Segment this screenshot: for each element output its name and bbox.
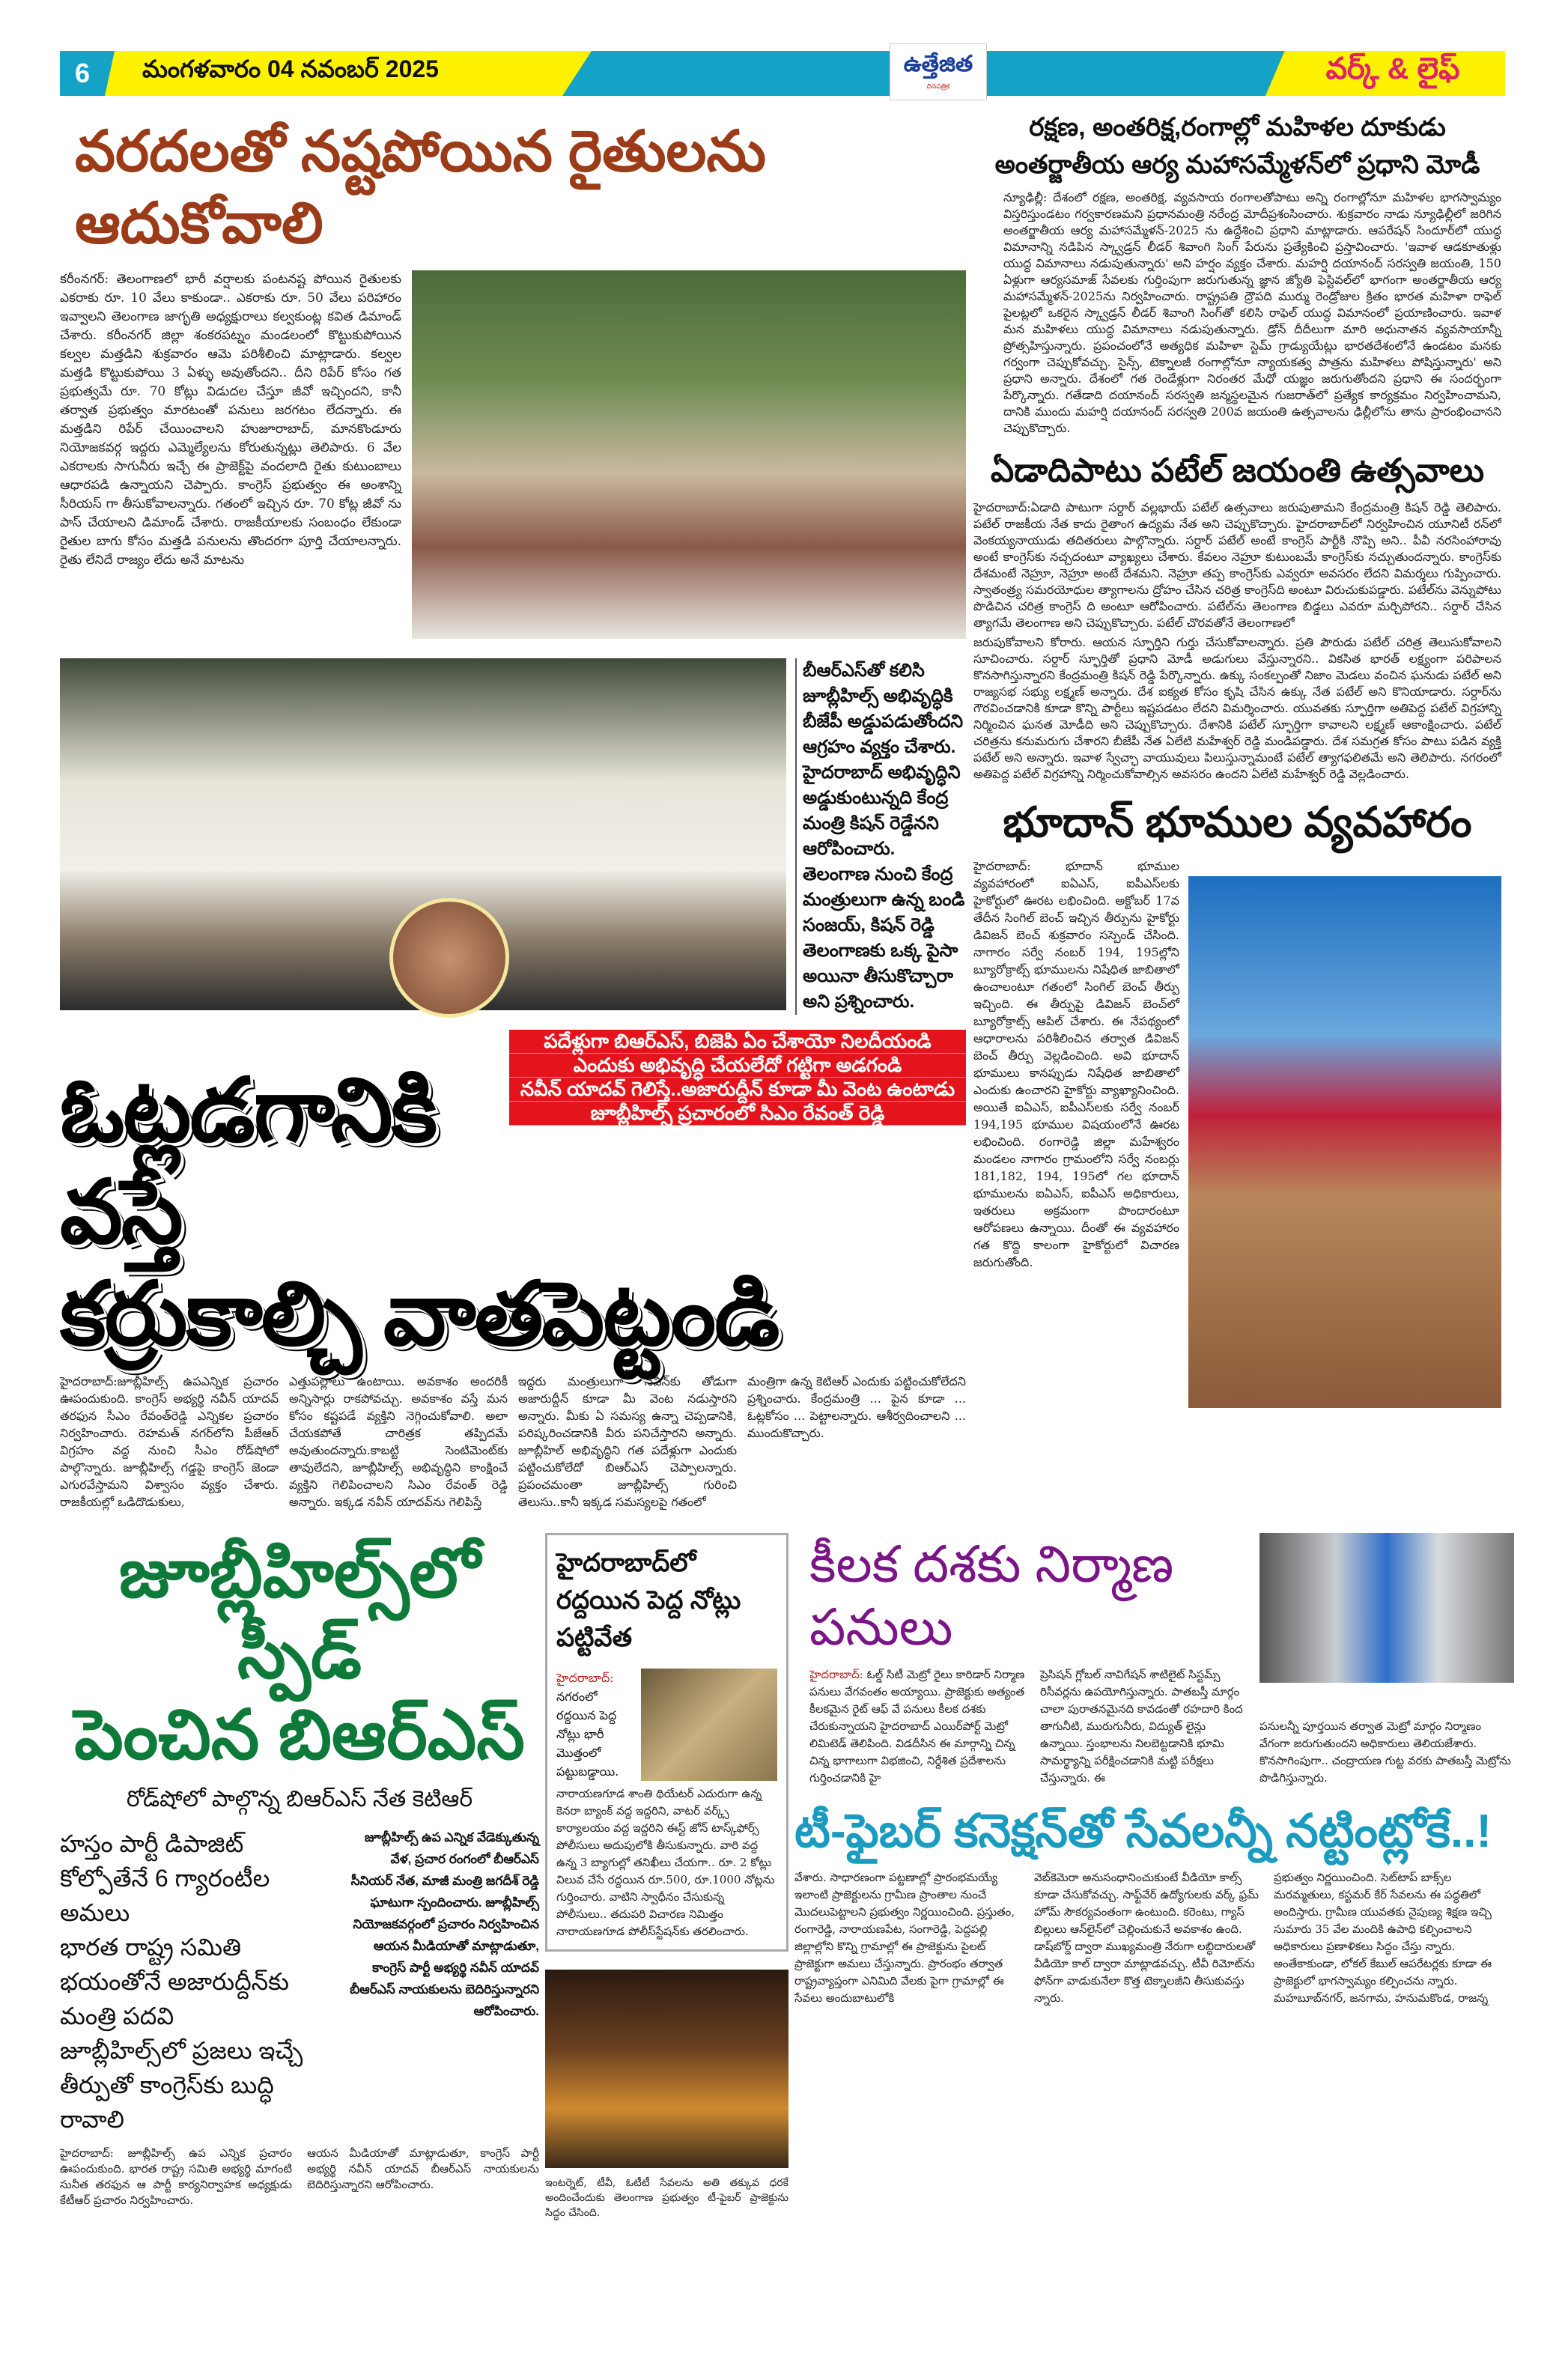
modi-body: న్యూఢిల్లీ: దేశంలో రక్షణ, అంతరిక్ష, వ్యవసాయ రంగాలతోపాటు అన్ని రంగాల్లోనూ మహిళల భాగస్వామ్యం విస్తరిస్తుండటం గర్వకారణమని ప్రధానమంత్రి నరేంద్ర మోదీప్రశంసించారు. శుక్రవారం నాడు న్యూఢిల్లీలో జరిగిన అంతర్జాతీయ ఆర్య మహాసమ్మేళన్-2025 ను ఉద్దేశించి ప్రధాని మాట్లాడారు. ఆపరేషన్ సిందూర్‌లో యుద్ధ విమానాన్ని నడిపిన స్క్వాడ్రన్ లీడర్ శివాంగి సింగ్ పేరును ప్రత్యేకించి ప్రస్తావించారు. 'ఇవాళ ఆడకూతుళ్లు యుద్ధ విమానాలు నడుపుతున్నారు' అని హర్షం వ్యక్తం చేశారు. మహర్షి దయానంద్ సరస్వతి జయంతి, 150 ఏళ్లుగా ఆర్యసమాజ్ సేవలకు గుర్తింపుగా జరుగుతున్న జ్ఞాన జ్యోతి ఫెస్టివల్‌లో భాగంగా అంతర్జాతీయ ఆర్య మహాసమ్మేళన్-2025ను నిర్వహించారు. రాష్ట్రపతి ద్రౌపది ముర్ము రెండ్రోజుల క్రితం భారత మహిళా రాఫెల్ పైలట్లలో ఒకరైన స్క్వాడ్రన్ లీడర్ శివాంగి సింగ్‌తో కలిసి రాఫెల్ యుద్ధ విమానంలో ప్రయాణించారు. ఇవాళ మన మహిళలు యుద్ధ విమానాలు నడుపుతున్నారు. డ్రోన్ దీదీలుగా మారి అధునాతన వ్యవసాయాన్నీ ప్రోత్సహిస్తున్నారు. ప్రపంచంలోనే అత్యధిక మహిళా స్టెమ్ గ్రాడ్యుయేట్లు భారతదేశంలోనే ఉండటం మనకు గర్వంగా చెప్పుకోవచ్చు. సైన్స్, టెక్నాలజీ రంగాల్లోనూ న్యాయకత్వ పాత్రను మహిళలు పోషిస్తున్నారు' అని ప్రధాని అన్నారు. దేశంలో గత రెండేళ్లుగా నిరంతర మేధో యజ్ఞం జరుగుతోందని ప్రధాని ఈ సందర్భంగా పేర్కొన్నారు. గతేడాది దయానంద్ సరస్వతి జన్మస్థలమైన గుజరాత్‌లో ప్రత్యేక కార్యక్రమం నిర్వహించామని, దానికి ముందు మహర్షి దయానంద్ సరస్వతి 200వ జయంతి ఉత్సవాలను ఢిల్లీలోను తాను ప్రారంభించానని చెప్పుకొచ్చారు. xyxy=(1003,190,1501,435)
brs-body-1: హైదరాబాద్: జూబ్లీహిల్స్ ఉప ఎన్నిక ప్రచారం ఊపందుకుంది. భారత రాష్ట్ర సమితి అభ్యర్థి మాగంటి సునీత తరఫున ఆ పార్టీ కార్యనిర్వాహక అధ్యక్షుడు కేటీఆర్ ప్రచారం నిర్వహించారు. xyxy=(60,2146,292,2207)
section-title: వర్క్ & లైఫ్ xyxy=(1325,52,1460,85)
patel-body-1: హైదరాబాద్:ఏడాది పాటుగా సర్దార్ వల్లభాయ్ పటేల్ ఉత్సవాలు జరుపుతామని కేంద్రమంత్రి కిషన్ రెడ్డి తెలిపారు. పటేల్ రాజకీయ నేత కాదు రైతాంగ ఉద్యమ నేత అని చెప్పుకొచ్చారు. హైదరాబాద్‌లో నిర్వహించిన యూనిటీ రన్‌లో వెంకయ్యనాయుడు తదితరులు పాల్గొన్నారు. సర్దార్ పటేల్ అంటే కాంగ్రెస్ పార్టీకి నొప్పి అని.. పీవీ నరసింహారావు అంటే కాంగ్రెస్‌కు నచ్చదంటూ వ్యాఖ్యలు చేశారు. కేవలం నెహ్రూ కుటుంబమే కాంగ్రెస్‌కు నచ్చుతుందన్నారు. కాంగ్రెస్‌కు దేశమంటే నెహ్రూ, నెహ్రూ అంటే దేశమని. నెహ్రూ తప్ప కాంగ్రెస్‌కు ఎవ్వరూ అవసరం లేదని విమర్శలు గుప్పించారు. స్వాతంత్ర్య సమరయోధుల త్యాగాలను ద్రోహం చేసిన చరిత్ర కాంగ్రెస్‌ది అంటూ విరుచుకుపడ్డారు. పటేల్‌ను వెన్నుపోటు పొడిచిన చరిత్ర కాంగ్రెస్ ది అంటూ ఆరోపించారు. పటేల్‌ను తెలంగాణ బిడ్డలు ఎవరూ మర్చిపోరని.. సర్దార్ చేసిన త్యాగమే తెలంగాణ అని చెప్పుకొచ్చారు. పటేల్ చొరవతోనే తెలంగాణలో xyxy=(973,500,1501,630)
metro-body-2: ప్రెసిషన్ గ్లోబల్ నావిగేషన్ శాటిలైట్ సిస్టమ్స్ రిసీవర్లను ఉపయోగిస్తున్నారు. పాతబస్తీ మార్గం చాలా పురాతనమైనది కావడంతో రహదారి కింద తాగునీటి, మురుగునీరు, విద్యుత్ లైన్లు ఉన్నాయి. స్తంభాలను నిలబెట్టడానికి భూమి సామర్థ్యాన్ని పరీక్షించడానికి మట్టి పరీక్షలు చేస్తున్నారు. ఈ xyxy=(1040,1668,1243,1785)
notes-dateline: హైదరాబాద్: xyxy=(556,1671,614,1685)
newspaper-logo xyxy=(890,43,987,100)
logo-text: ఉత్తేజిత xyxy=(903,52,973,76)
metro-headline: కీలక దశకు నిర్మాణ పనులు xyxy=(809,1536,1174,1656)
red-line-1: పదేళ్లుగా బిఆర్ఎస్, బిజెపి ఏం చేశాయో నిలదీయండి xyxy=(509,1030,966,1054)
bottom-band xyxy=(60,1533,1511,2220)
notes-box xyxy=(545,1533,788,1952)
metro-body-1-text: ఓల్డ్ సిటీ మెట్రో రైలు కారిడార్ నిర్మాణ పనులు వేగవంతం అయ్యాయి. ప్రాజెక్టుకు అత్యంత కీలకమైన రైట్ ఆఫ్ వే పనులు కీలక దశకు చేరుకున్నాయని హైదరాబాద్ ఎయిర్‌పోర్ట్ మెట్రో లిమిటెడ్ తెలిపింది. విడదీసిన ఈ మార్గాన్ని చిన్న చిన్న భాగాలుగా విభజించి, నిర్దేశిత ప్రదేశాలను గుర్తించడానికి హై xyxy=(809,1668,1025,1785)
farmers-headline: వరదలతో నష్టపోయిన రైతులను ఆదుకోవాలి xyxy=(75,120,767,255)
brs-deck-2: భారత రాష్ట్ర సమితి భయంతోనే అజారుద్దీన్‌కు మంత్రి పదవి xyxy=(60,1934,289,2029)
tfiber-body-3: ప్రభుత్వం నిర్ణయించింది. సెట్‌టాప్ బాక్స్‌ల మరమ్మతులు, కస్టమర్ కేర్ సేవలను ఈ పద్ధతిలో అందిస్తారు. గ్రామీణ యువతకు నైపుణ్య శిక్షణ ఇచ్చి సుమారు 35 వేల మందికి ఉపాధి కల్పించాలని అధికారులు ప్రణాళికలు సిద్ధం చేస్తు న్నారు. అంతేకాకుండా, లోకల్ కేబుల్ ఆపరేటర్లకు కూడా ఈ ప్రాజెక్టులో భాగస్వామ్యం కల్పించను న్నారు. మహబూబ్‌నగర్, జనగామ, హనుమకొండ, రాజన్న xyxy=(1274,1871,1492,2005)
brs-deck-3: జూబ్లీహిల్స్‌లో ప్రజలు ఇచ్చే తీర్పుతో కాంగ్రెస్‌కు బుద్ధి రావాలి xyxy=(60,2037,303,2133)
page-number: 6 xyxy=(74,58,91,88)
cm-body-col-1: హైదరాబాద్:జూబ్లీహిల్స్ ఉపఎన్నిక ప్రచారం ఊపందుకుంది. కాంగ్రెస్ అభ్యర్థి నవీన్ యాదవ్ తరఫున సీఎం రేవంత్‌రెడ్డి ఎన్నికల ప్రచారం నిర్వహించారు. రెహమత్ నగర్‌లోని పీజేఆర్ విగ్రహం వద్ద నుంచి సీఎం రోడ్‌షోలో పాల్గొన్నారు. జూబ్లీహిల్స్ గడ్డపై కాంగ్రెస్ జెండా ఎగురవేస్తామని విశ్వాసం వ్యక్తం చేశారు. రాజకీయల్లో ఒడిదొడుకులు, xyxy=(60,1374,279,1509)
farmers-body: కరీంనగర్: తెలంగాణలో భారీ వర్షాలకు పంటనష్ట పోయిన రైతులకు ఎకరాకు రూ. 10 వేలు కాకుండా.. ఎకరాకు రూ. 50 వేలు పరిహారం ఇవ్వాలని తెలంగాణ జాగృతి అధ్యక్షురాలు కల్వకుంట్ల కవిత డిమాండ్ చేశారు. కరీంనగర్ జిల్లా శంకరపట్నం మండలంలో కొట్టుకుపోయిన కల్వల మత్తడిని శుక్రవారం ఆమె పరిశీలించి మాట్లాడారు. కల్వల మత్తడి కొట్టుకుపోయి 3 ఏళ్ళు అవుతోందని.. దీని రిపేర్ కోసం గత ప్రభుత్వమే రూ. 70 కోట్లు విడుదల చేస్తూ జీవో ఇచ్చిందని, కానీ తర్వాత ప్రభుత్వం మారటంతో పనులు జరగటం లేదన్నారు. ఈ మత్తడిని రిపేర్ చేయించాలని హుజూరాబాద్, మానకొండూరు నియోజకవర్గ ఇద్దరు ఎమ్మెల్యేలను కోరుతున్నట్లు తెలిపారు. 6 వేల ఎకరాలకు సాగునీరు ఇచ్చే ఈ ప్రాజెక్ట్‌పై వందలాది రైతు కుటుంబాలు ఆధారపడి ఉన్నాయని చెప్పారు. కాంగ్రెస్ ప్రభుత్వం ఈ అంశాన్ని సీరియస్ గా తీసుకోవాలన్నారు. గతంలో ఇచ్చిన రూ. 70 కోట్ల జీవో ను పాస్ చేయాలని డిమాండ్ చేశారు. రాజకీయాలకు సంబంధం లేకుండా రైతుల బాగు కోసం మత్తడి పనులను తొందరగా పూర్తి చేయాలన్నారు. రైతు లేనిదే రాజ్యం లేదు అనే మాటను xyxy=(60,272,401,568)
metro-article xyxy=(794,1533,1511,1787)
metro-train-photo xyxy=(1259,1533,1514,1683)
modi-headline-2: అంతర్జాతీయ ఆర్య మహాసమ్మేళన్‌లో ప్రధాని మోడీ xyxy=(994,151,1480,179)
patel-headline: ఏడాదిపాటు పటేల్ జయంతి ఉత్సవాలు xyxy=(990,452,1485,489)
cm-body-col-4: మంత్రిగా ఉన్న కెటిఆర్ ఎందుకు పట్టించుకోలేదని ప్రశ్నించారు. కేంద్రమంత్రి ... పైన కూడా ... ఓట్లకోసం ... పెట్టాలన్నారు. ఆశీర్వదించాలని ... ముందుకొచ్చారు. xyxy=(747,1374,966,1440)
high-court-photo xyxy=(1188,876,1501,1408)
right-column xyxy=(973,109,1501,1408)
modi-headline-1: రక్షణ, అంతరిక్ష,రంగాల్లో మహిళల దూకుడు xyxy=(1029,113,1446,142)
currency-notes-photo xyxy=(641,1669,777,1781)
page-content xyxy=(60,109,1511,2220)
cm-rally-photo xyxy=(60,658,786,1010)
bhoodan-headline: భూదాన్ భూముల వ్యవహారం xyxy=(1003,798,1472,845)
notes-headline: హైదరాబాద్‌లో రద్దయిన పెద్ద నోట్లు పట్టివేత xyxy=(556,1549,741,1652)
cm-portrait-inset xyxy=(389,898,509,1018)
tfiber-body-0: ఇంటర్నెట్, టీవీ, ఓటీటీ సేవలను అతి తక్కువ ధరకే అందించేందుకు తెలంగాణ ప్రభుత్వం టీ-ఫైబర్ ప్రాజెక్టును సిద్ధం చేసింది. xyxy=(545,2177,788,2219)
brs-subhead: రోడ్‌షోలో పాల్గొన్న బిఆర్ఎస్ నేత కెటిఆర్ xyxy=(126,1787,473,1812)
right-bottom-column xyxy=(794,1533,1511,2007)
red-line-2: ఎందుకు అభివృద్ధి చేయలేదో గట్టిగా అడగండి xyxy=(509,1054,966,1078)
brs-decks xyxy=(60,1827,337,2137)
brs-article xyxy=(60,1533,539,2208)
metro-body-1 xyxy=(809,1666,1027,1787)
bhoodan-body: హైదరాబాద్: భూదాన్ భూముల వ్యవహారంలో ఐఏఎస్, ఐపీఎస్‌లకు హైకోర్టులో ఊరట లభించింది. అక్టోబర్ 17వ తేదీన సింగిల్ బెంచ్ ఇచ్చిన తీర్పును హైకోర్టు డివిజన్ బెంచ్ శుక్రవారం సస్పెండ్ చేసింది. నాగారం సర్వే నంబర్ 194, 195ల్లోని బ్యూరోక్రాట్స్ భూములను నిషేధిత జాబితాలో ఉంచాలంటూ గతంలో సింగిల్ బెంచ్ తీర్పు ఇచ్చింది. ఈ తీర్పుపై డివిజన్ బెంచ్‌లో బ్యూరోక్రాట్స్ ఆపిల్ చేశారు. ఈ నేపథ్యంలో ఆధారాలను పరిశీలించిన తర్వాత డివిజన్ బెంచ్ తీర్పు వెల్లడించింది. అవి భూదాన్ భూములు కానప్పుడు నిషేధిత జాబితాలో ఎందుకు ఉంచారని హైకోర్టు వ్యాఖ్యానించింది. అయితే ఐఏఎస్, ఐపీఎస్‌లకు సర్వే నంబర్ 194,195 భూముల విషయంలోనే ఊరట లభించింది. రంగారెడ్డి జిల్లా మహేశ్వరం మండలం నాగారం గ్రామంలోని సర్వే నంబర్లు 181,182, 194, 195లో గల భూదాన్ భూములను ఐఏఎస్, ఐపీఎస్ అధికారులు, ఇతరులు అక్రమంగా పొందారంటూ ఆరోపణలు ఉన్నాయి. దీంతో ఈ వ్యవహారం గత కొద్ది కాలంగా హైకోర్టులో విచారణ జరుగుతోంది. xyxy=(973,859,1179,1269)
rally-caption: బీఆర్ఎస్‌తో కలిసి జూబ్లీహిల్స్ అభివృద్ధికి బీజేపీ అడ్డుపడుతోందని ఆగ్రహం వ్యక్తం చేశారు. హైదరాబాద్ అభివృద్ధిని అడ్డుకుంటున్నది కేంద్ర మంత్రి కిషన్ రెడ్డేనని ఆరోపించారు. తెలంగాణ నుంచి కేంద్ర మంత్రులుగా ఉన్న బండి సంజయ్, కిషన్ రెడ్డి తెలంగాణకు ఒక్క పైసా అయినా తీసుకొచ్చారా అని ప్రశ్నించారు. xyxy=(795,658,966,1015)
fiber-city-photo xyxy=(545,1970,788,2168)
tfiber-body-2: వెబ్‌కెమెరా అనుసంధానించుకుంటే వీడియో కాల్స్ కూడా చేసుకోవచ్చు. సాఫ్ట్‌వేర్ ఉద్యోగులకు వర్క్ ఫ్రమ్ హోమ్ సౌకర్యవంతంగా ఉంటుంది. కరెంటు, గ్యాస్ బిల్లులు ఆన్‌లైన్‌లో చెల్లించుకునే అవకాశం ఉంది. డాష్‌బోర్డ్ ద్వారా ముఖ్యమంత్రి నేరుగా లబ్ధిదారులతో వీడియో కాల్ ద్వారా మాట్లాడవచ్చు. టీవీ రిమోట్‌ను ఫోన్‌గా వాడుకునేలా కొత్త టెక్నాలజీని తీసుకువస్తు న్నారు. xyxy=(1034,1871,1259,2005)
notes-lead: నగరంలో రద్దయిన పెద్ద నోట్లు భారీ మొత్తంలో పట్టుబడ్డాయి. xyxy=(556,1689,619,1779)
notes-body: నారాయణగూడ శాంతి థియేటర్ ఎదురుగా ఉన్న కెనరా బ్యాంక్ వద్ద ఇద్దరిని, వాటర్ వర్క్స్ కార్యాలయం వద్ద ఇద్దరిని ఈస్ట్ జోన్ టాస్క్‌ఫోర్స్ పోలీసులు అదుపులోకి తీసుకున్నారు. వారి వద్ద ఉన్న 3 బ్యాగుల్లో తనిఖీలు చేయగా.. రూ. 2 కోట్లు విలువ చేసే రద్దయిన రూ.500, రూ.1000 నోట్లను గుర్తించారు. వాటిని స్వాధీనం చేసుకున్న పోలీసులు.. తదుపరి విచారణ నిమిత్తం నారాయణగూడ పోలీస్‌స్టేషన్‌కు తరలించారు. xyxy=(556,1787,775,1938)
brs-side-text: జూబ్లీహిల్స్ ఉప ఎన్నిక వేడెక్కుతున్న వేళ, ప్రచార రంగంలో బీఆర్ఎస్ సీనియర్ నేత, మాజీ మంత్రి జగదీశ్ రెడ్డి ఘాటుగా స్పందించారు. జూబ్లీహిల్స్ నియోజకవర్గంలో ప్రచారం నిర్వహించిన ఆయన మీడియాతో మాట్లాడుతూ, కాంగ్రెస్ పార్టీ అభ్యర్థి నవీన్ యాదవ్ బీఆర్ఎస్ నాయకులను బెదిరిస్తున్నారని ఆరోపించారు. xyxy=(350,1830,539,2018)
cm-headline-1: ఓట్లడగానికి వస్తే xyxy=(60,1061,437,1262)
tfiber-headline: టీ-ఫైబర్ కనెక్షన్‌తో సేవలన్నీ నట్టింట్లోకే..! xyxy=(794,1806,1492,1857)
brs-deck-1: హస్తం పార్టీ డిపాజిట్ కోల్పోతేనే 6 గ్యారంటీల అమలు xyxy=(60,1830,270,1926)
top-band xyxy=(60,109,1501,1511)
cm-body-col-2: ఎత్తుపల్లాలు ఉంటాయి. అవకాశం అందరికీ అన్నిసార్లు రాకపోవచ్చు. అవకాశం వస్తే మన కోసం కష్టపడే వ్యక్తిని నెగ్గించుకోవాలి. అలా చేయకపోతే చారిత్రక తప్పిదమే అవుతుందన్నారు.కాబట్టి సెంటిమెంట్‌కు తావులేదని, జూబ్లీహిల్స్ అభివృద్ధిని కాంక్షించే వ్యక్తిని గెలిపించాలని సిఎం రేవంత్ రెడ్డి అన్నారు. ఇక్కడ నవీన్ యాదవ్‌ను గెలిపిస్తే xyxy=(289,1374,508,1509)
cm-red-box xyxy=(509,1030,966,1126)
farmers-article xyxy=(60,270,966,646)
header-date: మంగళవారం 04 నవంబర్ 2025 xyxy=(142,55,439,82)
notes-column xyxy=(545,1533,788,2220)
left-column xyxy=(60,109,966,1511)
rally-row xyxy=(60,658,966,1015)
tfiber-body-1: వేశారు. సాధారణంగా పట్టణాల్లో ప్రారంభమయ్యే ఇలాంటి ప్రాజెక్టులను గ్రామీణ ప్రాంతాల నుంచే మొదలుపెట్టాలని ప్రభుత్వం నిర్ణయించింది. ప్రస్తుతం, రంగారెడ్డి, నారాయణపేట, సంగారెడ్డి, పెద్దపల్లి జిల్లాల్లోని కొన్ని గ్రామాల్లో ఈ ప్రాజెక్టును పైలట్ ప్రాజెక్టుగా అమలు చేస్తున్నారు. ప్రారంభం తర్వాత రాష్ట్రవ్యాప్తంగా ఎనిమిది వేలకు పైగా గ్రామాల్లో ఈ సేవలు అందుబాటులోకి xyxy=(794,1871,1015,2005)
brs-headline-1: జూబ్లీహిల్స్‌లో స్పీడ్ xyxy=(118,1535,481,1692)
cm-body-columns xyxy=(60,1373,966,1511)
metro-dateline: హైదరాబాద్: xyxy=(809,1668,863,1681)
cm-body-col-3: ఇద్దరు మంత్రులుగా నవీన్‌కు తోడుగా అజారుద్దీన్ కూడా మీ వెంట నడుస్తారని అన్నారు. మీకు ఏ సమస్య ఉన్నా చెప్పడానికి, పరిష్కరించడానికి వీరు పనిచేస్తారని అన్నారు. జూబ్లీహిల్ అభివృద్ధిని గత పదేళ్లుగా ఎందుకు పట్టించుకోలేదో బిఆర్ఎస్ చెప్పాలన్నారు. ప్రపంచమంతా జూబ్లీహిల్స్ గురించి తెలుసు..కానీ ఇక్కడ సమస్యలపై గతంలో xyxy=(518,1374,737,1509)
kavitha-inspection-photo xyxy=(412,270,966,639)
cm-headline-2: కర్రుకాల్చి వాతపెట్టండి xyxy=(60,1265,779,1364)
cm-headline-block xyxy=(60,1030,966,1365)
notes-lead-row xyxy=(556,1669,777,1781)
logo-subtext: దినపత్రిక xyxy=(926,82,950,90)
red-line-4: జూబ్లీహిల్స్ ప్రచారంలో సిఎం రేవంత్ రెడ్డి xyxy=(509,1102,966,1126)
patel-body-2: జరుపుకోవాలని కోరారు. ఆయన స్ఫూర్తిని గుర్తు చేసుకోవాలన్నారు. ప్రతి పౌరుడు పటేల్ చరిత్ర తెలుసుకోవాలని సూచించారు. సర్దార్ స్ఫూర్తితో ప్రధాని మోడీ అడుగులు వేస్తున్నారని.. వికసిత భారత్ లక్ష్యంగా పరిపాలన కొనసాగిస్తున్నారని కేంద్రమంత్రి కిషన్ రెడ్డి పేర్కొన్నారు. ఉక్కు సంకల్పంతో నిజాం మెడలు వంచిన ఘనుడు పటేల్ అని రాజ్యసభ సభ్యు లక్ష్మణ్ అన్నారు. దేశ ఐక్యత కోసం కృషి చేసిన ఉక్కు నేత పటేల్ అని కొనియాడారు. సర్దార్‌ను గౌరవించడానికి కూడా కొన్ని పార్టీలు ఇష్టపడటం లేదని విమర్శించారు. యువతకు స్ఫూర్తిగా అతిపెద్ద పటేల్ విగ్రహాన్ని నిర్మించిన ఘనత మోడీది అని చెప్పుకొచ్చారు. దేశానికి పటేల్ స్ఫూర్తిగా కావాలని లక్ష్మణ్ ఆకాంక్షించారు. పటేల్ చరిత్రను కనుమరుగు చేశారని బీజేపీ నేత ఏలేటి మహేశ్వర్ రెడ్డి మండిపడ్డారు. దేశ సమగ్రత కోసం పాటు పడిన వ్యక్తి పటేల్ అని అన్నారు. ఇవాళ స్వేచ్ఛా వాయువులు పిలుస్తున్నామంటే పటేల్ త్యాగఫలితమే అని తెలిపారు. నగరంలో అతిపెద్ద పటేల్ విగ్రహాన్ని నిర్మించుకోవాల్సిన అవసరం ఉందని ఏలేటి మహేశ్వర్ రెడ్డి వెల్లడించారు. xyxy=(973,635,1501,781)
bhoodan-article xyxy=(973,857,1501,1408)
tfiber-body-columns xyxy=(794,1869,1501,2007)
brs-headline-2: పెంచిన బిఆర్ఎస్ xyxy=(74,1697,525,1773)
brs-body-2: ఆయన మీడియాతో మాట్లాడుతూ, కాంగ్రెస్ పార్టీ అభ్యర్థి నవీన్ యాదవ్ బీఆర్ఎస్ నాయకులను బెదిరిస్తున్నారని ఆరోపించారు. xyxy=(307,2146,539,2191)
red-line-3: నవీన్ యాదవ్ గెలిస్తే..అజారుద్దీన్ కూడా మీ వెంట ఉంటాడు xyxy=(509,1078,966,1102)
metro-body-3: పనులన్నీ పూర్తయిన తర్వాత మెట్రో మార్గం నిర్మాణం వేగంగా జరుగుతుందని అధికారులు తెలియజేశారు. కొనసాగింపుగా.. చంద్రాయణ గుట్ట వరకు పాతబస్తీ మెట్రోను పొడిగిస్తున్నారు. xyxy=(1259,1719,1511,1785)
brs-deck-row xyxy=(60,1827,539,2137)
brs-body-columns xyxy=(60,2146,539,2208)
